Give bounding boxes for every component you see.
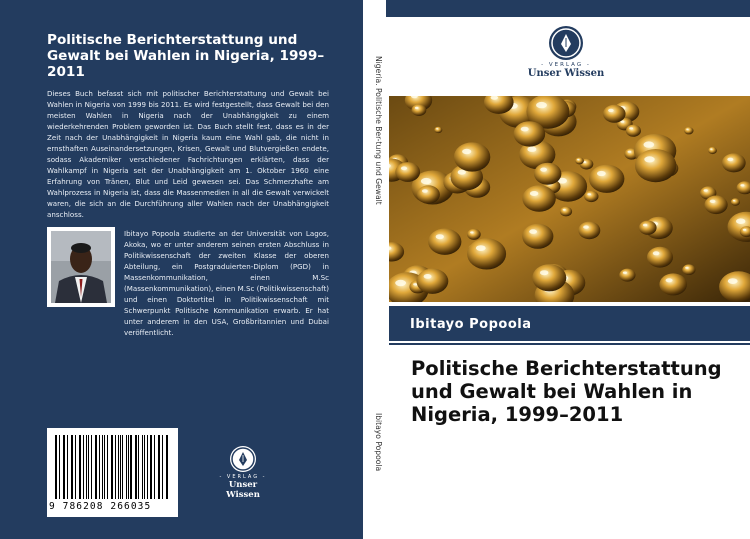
droplet-highlight <box>530 191 538 196</box>
droplet-highlight <box>608 109 614 112</box>
droplet-highlight <box>628 151 632 153</box>
barcode-bar <box>144 435 145 499</box>
water-droplet <box>584 191 598 202</box>
barcode-bar <box>115 435 116 499</box>
droplet-highlight <box>536 102 547 108</box>
water-droplets-photo <box>389 96 750 302</box>
droplet-highlight <box>710 148 712 149</box>
droplet-highlight <box>686 129 688 130</box>
droplet-highlight <box>583 225 589 228</box>
barcode-bar <box>72 435 73 499</box>
water-droplet <box>428 229 461 255</box>
droplet-highlight <box>743 229 746 231</box>
verlag-label: - VERLAG - <box>219 474 267 480</box>
water-droplet <box>575 157 584 164</box>
isbn-number: 9 786208 266035 <box>49 501 152 512</box>
droplet-highlight <box>597 171 606 176</box>
droplet-highlight <box>704 189 708 191</box>
back-cover-title: Politische Berichterstattung und Gewalt bei Wahlen in Nigeria, 1999–2011 <box>47 32 325 80</box>
water-droplet <box>522 185 555 212</box>
water-droplet <box>412 104 427 116</box>
droplet-highlight <box>644 156 654 162</box>
water-droplet <box>578 222 600 240</box>
back-cover-description: Dieses Buch befasst sich mit politischer Berichterstattung und Gewalt bei Wahlen in Nigeria von 1999 bis 2011. Es wird festgestellt, dass Gewalt bei den meisten Wahlen in Nigeria nach der Unabhängigkeit zu einem wiederkehrenden Problem geworden ist. Das Buch stellt fest, dass es in der Zeit nach der Unabhängigkeit in Nigeria kaum eine Wahl gab, die nicht in ernsthaften Auseinandersetzungen, Krisen, Gewalt und Blutvergießen endete, sodass Akademiker verschiedener Fachrichtungen erklärten, dass der Wahlkampf in Nigeria seit der Unabhängigkeit am 1. Oktober 1960 eine Erfahrung von Tränen, Blut und Leid gewesen sei. Das Schmerzhafte am Wahlprozess in Nigeria ist, dass die Massenmedien in all die Gewalt verwickelt waren, die sich an die Durchführung aller Wahlen nach der Unabhängigkeit anschloss. <box>47 89 329 219</box>
pen-nib-icon <box>230 446 256 472</box>
barcode-bar <box>75 435 76 499</box>
droplet-highlight <box>629 127 633 129</box>
droplet-highlight <box>563 209 566 211</box>
water-droplet <box>560 207 572 217</box>
water-droplet <box>659 273 687 295</box>
droplet-highlight <box>527 147 536 152</box>
droplet-highlight <box>424 274 432 279</box>
barcode-bar <box>154 435 155 499</box>
droplet-highlight <box>666 278 673 282</box>
barcode-bar <box>122 435 123 499</box>
droplet-highlight <box>653 251 660 255</box>
front-author-name: Ibitayo Popoola <box>410 317 532 332</box>
front-publisher-logo <box>524 26 608 79</box>
author-photo <box>47 227 115 307</box>
droplet-highlight <box>395 280 406 286</box>
water-droplet <box>467 238 506 269</box>
droplet-highlight <box>521 127 529 132</box>
water-droplet <box>619 269 635 282</box>
front-cover-title: Politische Berichterstattung und Gewalt bei Wahlen in Nigeria, 1999–2011 <box>411 357 722 426</box>
droplet-highlight <box>462 149 471 154</box>
water-droplet <box>467 229 481 240</box>
water-droplet <box>682 264 695 275</box>
barcode-bar <box>86 435 87 499</box>
divider <box>389 343 750 345</box>
water-droplet <box>514 121 546 146</box>
droplet-highlight <box>421 178 432 184</box>
droplet-highlight <box>436 128 438 129</box>
water-droplet <box>522 224 553 249</box>
droplet-highlight <box>476 245 486 251</box>
water-droplet <box>454 142 490 171</box>
water-droplet <box>395 162 420 182</box>
publisher-name: Unser Wissen <box>226 480 260 500</box>
droplet-highlight <box>470 231 473 233</box>
back-cover <box>0 0 363 539</box>
water-droplet <box>684 127 693 134</box>
verlag-label: - VERLAG - <box>541 62 591 68</box>
droplet-highlight <box>733 200 735 201</box>
droplet-highlight <box>623 272 627 274</box>
front-top-bar <box>386 0 750 17</box>
droplet-highlight <box>728 278 738 284</box>
droplet-highlight <box>529 229 537 234</box>
barcode-bar <box>67 435 68 499</box>
publisher-name: Unser Wissen <box>527 68 605 79</box>
water-droplet <box>417 185 440 203</box>
water-droplet <box>705 196 728 215</box>
back-publisher-logo <box>213 446 273 500</box>
spine-author: Ibitayo Popoola <box>374 413 383 472</box>
droplet-highlight <box>577 159 579 160</box>
barcode-bar <box>107 435 108 499</box>
water-droplet <box>708 147 717 154</box>
droplet-highlight <box>644 141 655 147</box>
front-author-band <box>389 306 750 341</box>
barcode-bar <box>167 435 168 499</box>
barcode-bar <box>88 435 89 499</box>
water-droplet <box>722 153 746 172</box>
barcode <box>47 428 178 517</box>
droplet-highlight <box>540 270 548 275</box>
barcode-bar <box>159 435 160 499</box>
barcode-bar <box>96 435 97 499</box>
droplet-highlight <box>710 200 716 203</box>
droplet-highlight <box>736 218 745 224</box>
barcode-bar <box>126 435 127 499</box>
droplet-highlight <box>415 107 419 109</box>
water-droplet <box>635 149 676 182</box>
water-droplet <box>417 269 449 294</box>
droplet-highlight <box>540 168 547 172</box>
barcode-bar <box>138 435 139 499</box>
droplet-highlight <box>458 170 466 175</box>
barcode-bar <box>104 435 105 499</box>
water-droplet <box>589 165 624 193</box>
water-droplet <box>434 127 442 133</box>
droplet-highlight <box>643 224 647 227</box>
water-droplet <box>639 221 657 235</box>
droplet-highlight <box>740 184 744 186</box>
water-droplet <box>626 125 641 137</box>
droplet-highlight <box>685 267 688 269</box>
water-droplet <box>603 105 626 123</box>
droplet-highlight <box>436 234 444 239</box>
water-droplet <box>534 163 561 185</box>
droplet-highlight <box>401 166 407 170</box>
spine-title: Nigeria. Politische Ber-tung und Gewalt <box>374 56 383 205</box>
barcode-bar <box>59 435 60 499</box>
droplet-highlight <box>587 193 591 195</box>
water-droplet <box>731 198 740 205</box>
droplet-highlight <box>727 158 733 162</box>
droplet-highlight <box>422 189 428 192</box>
author-bio: Ibitayo Popoola studierte an der Universität von Lagos, Akoka, wo er unter anderem seinen ersten Abschluss in Politikwissenschaft der zweiten Klasse der oberen Abteilung, ein Postgraduierten-Diplom (PGD) in Massenkommunikation, einen M.Sc (Massenkommunikation), einen M.Sc (Politikwissenschaft) und einen Doktortitel in Politikwissenschaft mit Schwerpunkt Politische Kommunikation erwarb. Er hat unter anderem in den USA, Großbritannien und Dubai veröffentlicht. <box>124 229 329 337</box>
water-droplet <box>532 264 566 291</box>
water-droplet <box>647 247 673 268</box>
barcode-bar <box>130 435 131 499</box>
pen-nib-icon <box>549 26 583 60</box>
